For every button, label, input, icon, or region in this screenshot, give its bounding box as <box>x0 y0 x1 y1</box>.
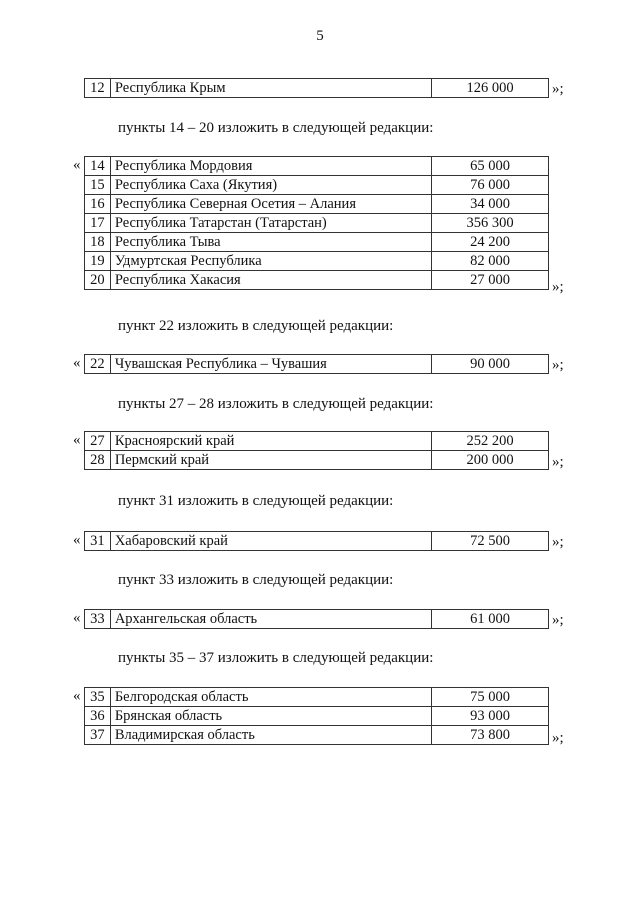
table-row <box>85 610 549 629</box>
open-quote: « <box>73 355 81 371</box>
instruction-paragraph: пункт 22 изложить в следующей редакции: <box>118 318 394 334</box>
table-row <box>85 271 549 290</box>
open-quote: « <box>73 532 81 548</box>
region-name: Пермский край <box>110 451 431 470</box>
region-name: Республика Мордовия <box>110 157 431 176</box>
region-name: Республика Саха (Якутия) <box>110 176 431 195</box>
amount-value: 356 300 <box>432 214 549 233</box>
row-number: 16 <box>85 195 111 214</box>
row-number: 14 <box>85 157 111 176</box>
table-row <box>85 688 549 707</box>
region-name: Республика Татарстан (Татарстан) <box>110 214 431 233</box>
close-quote: »; <box>552 730 564 746</box>
open-quote: « <box>73 157 81 173</box>
region-name: Удмуртская Республика <box>110 252 431 271</box>
row-number: 37 <box>85 726 111 745</box>
close-quote: »; <box>552 612 564 628</box>
region-name: Красноярский край <box>110 432 431 451</box>
region-name: Республика Северная Осетия – Алания <box>110 195 431 214</box>
region-name: Чувашская Республика – Чувашия <box>110 355 431 374</box>
row-number: 19 <box>85 252 111 271</box>
region-name: Архангельская область <box>110 610 431 629</box>
row-number: 28 <box>85 451 111 470</box>
allocation-table <box>84 531 549 551</box>
table-row <box>85 79 549 98</box>
row-number: 22 <box>85 355 111 374</box>
allocation-table <box>84 609 549 629</box>
table-row <box>85 157 549 176</box>
amount-value: 126 000 <box>432 79 549 98</box>
row-number: 15 <box>85 176 111 195</box>
region-name: Республика Крым <box>110 79 431 98</box>
amount-value: 93 000 <box>432 707 549 726</box>
allocation-table <box>84 156 549 290</box>
amount-value: 34 000 <box>432 195 549 214</box>
table-row <box>85 214 549 233</box>
row-number: 18 <box>85 233 111 252</box>
table-row <box>85 451 549 470</box>
close-quote: »; <box>552 534 564 550</box>
table-row <box>85 176 549 195</box>
allocation-table <box>84 354 549 374</box>
region-name: Белгородская область <box>110 688 431 707</box>
region-name: Республика Тыва <box>110 233 431 252</box>
close-quote: »; <box>552 454 564 470</box>
allocation-table <box>84 78 549 98</box>
row-number: 35 <box>85 688 111 707</box>
open-quote: « <box>73 432 81 448</box>
row-number: 33 <box>85 610 111 629</box>
amount-value: 200 000 <box>432 451 549 470</box>
amount-value: 61 000 <box>432 610 549 629</box>
row-number: 36 <box>85 707 111 726</box>
row-number: 31 <box>85 532 111 551</box>
allocation-table <box>84 431 549 470</box>
row-number: 17 <box>85 214 111 233</box>
region-name: Республика Хакасия <box>110 271 431 290</box>
amount-value: 90 000 <box>432 355 549 374</box>
table-row <box>85 233 549 252</box>
close-quote: »; <box>552 279 564 295</box>
instruction-paragraph: пункт 31 изложить в следующей редакции: <box>118 493 394 509</box>
row-number: 20 <box>85 271 111 290</box>
row-number: 12 <box>85 79 111 98</box>
row-number: 27 <box>85 432 111 451</box>
instruction-paragraph: пункты 14 – 20 изложить в следующей редакции: <box>118 120 434 136</box>
amount-value: 24 200 <box>432 233 549 252</box>
region-name: Хабаровский край <box>110 532 431 551</box>
amount-value: 82 000 <box>432 252 549 271</box>
amount-value: 252 200 <box>432 432 549 451</box>
table-row <box>85 726 549 745</box>
close-quote: »; <box>552 357 564 373</box>
table-row <box>85 355 549 374</box>
amount-value: 75 000 <box>432 688 549 707</box>
table-row <box>85 707 549 726</box>
amount-value: 76 000 <box>432 176 549 195</box>
region-name: Владимирская область <box>110 726 431 745</box>
close-quote: »; <box>552 81 564 97</box>
open-quote: « <box>73 688 81 704</box>
instruction-paragraph: пункты 27 – 28 изложить в следующей редакции: <box>118 396 434 412</box>
amount-value: 73 800 <box>432 726 549 745</box>
table-row <box>85 432 549 451</box>
page-number: 5 <box>316 28 324 44</box>
table-row <box>85 532 549 551</box>
region-name: Брянская область <box>110 707 431 726</box>
amount-value: 72 500 <box>432 532 549 551</box>
instruction-paragraph: пункт 33 изложить в следующей редакции: <box>118 572 394 588</box>
amount-value: 65 000 <box>432 157 549 176</box>
table-row <box>85 195 549 214</box>
allocation-table <box>84 687 549 745</box>
open-quote: « <box>73 610 81 626</box>
instruction-paragraph: пункты 35 – 37 изложить в следующей редакции: <box>118 650 434 666</box>
table-row <box>85 252 549 271</box>
amount-value: 27 000 <box>432 271 549 290</box>
